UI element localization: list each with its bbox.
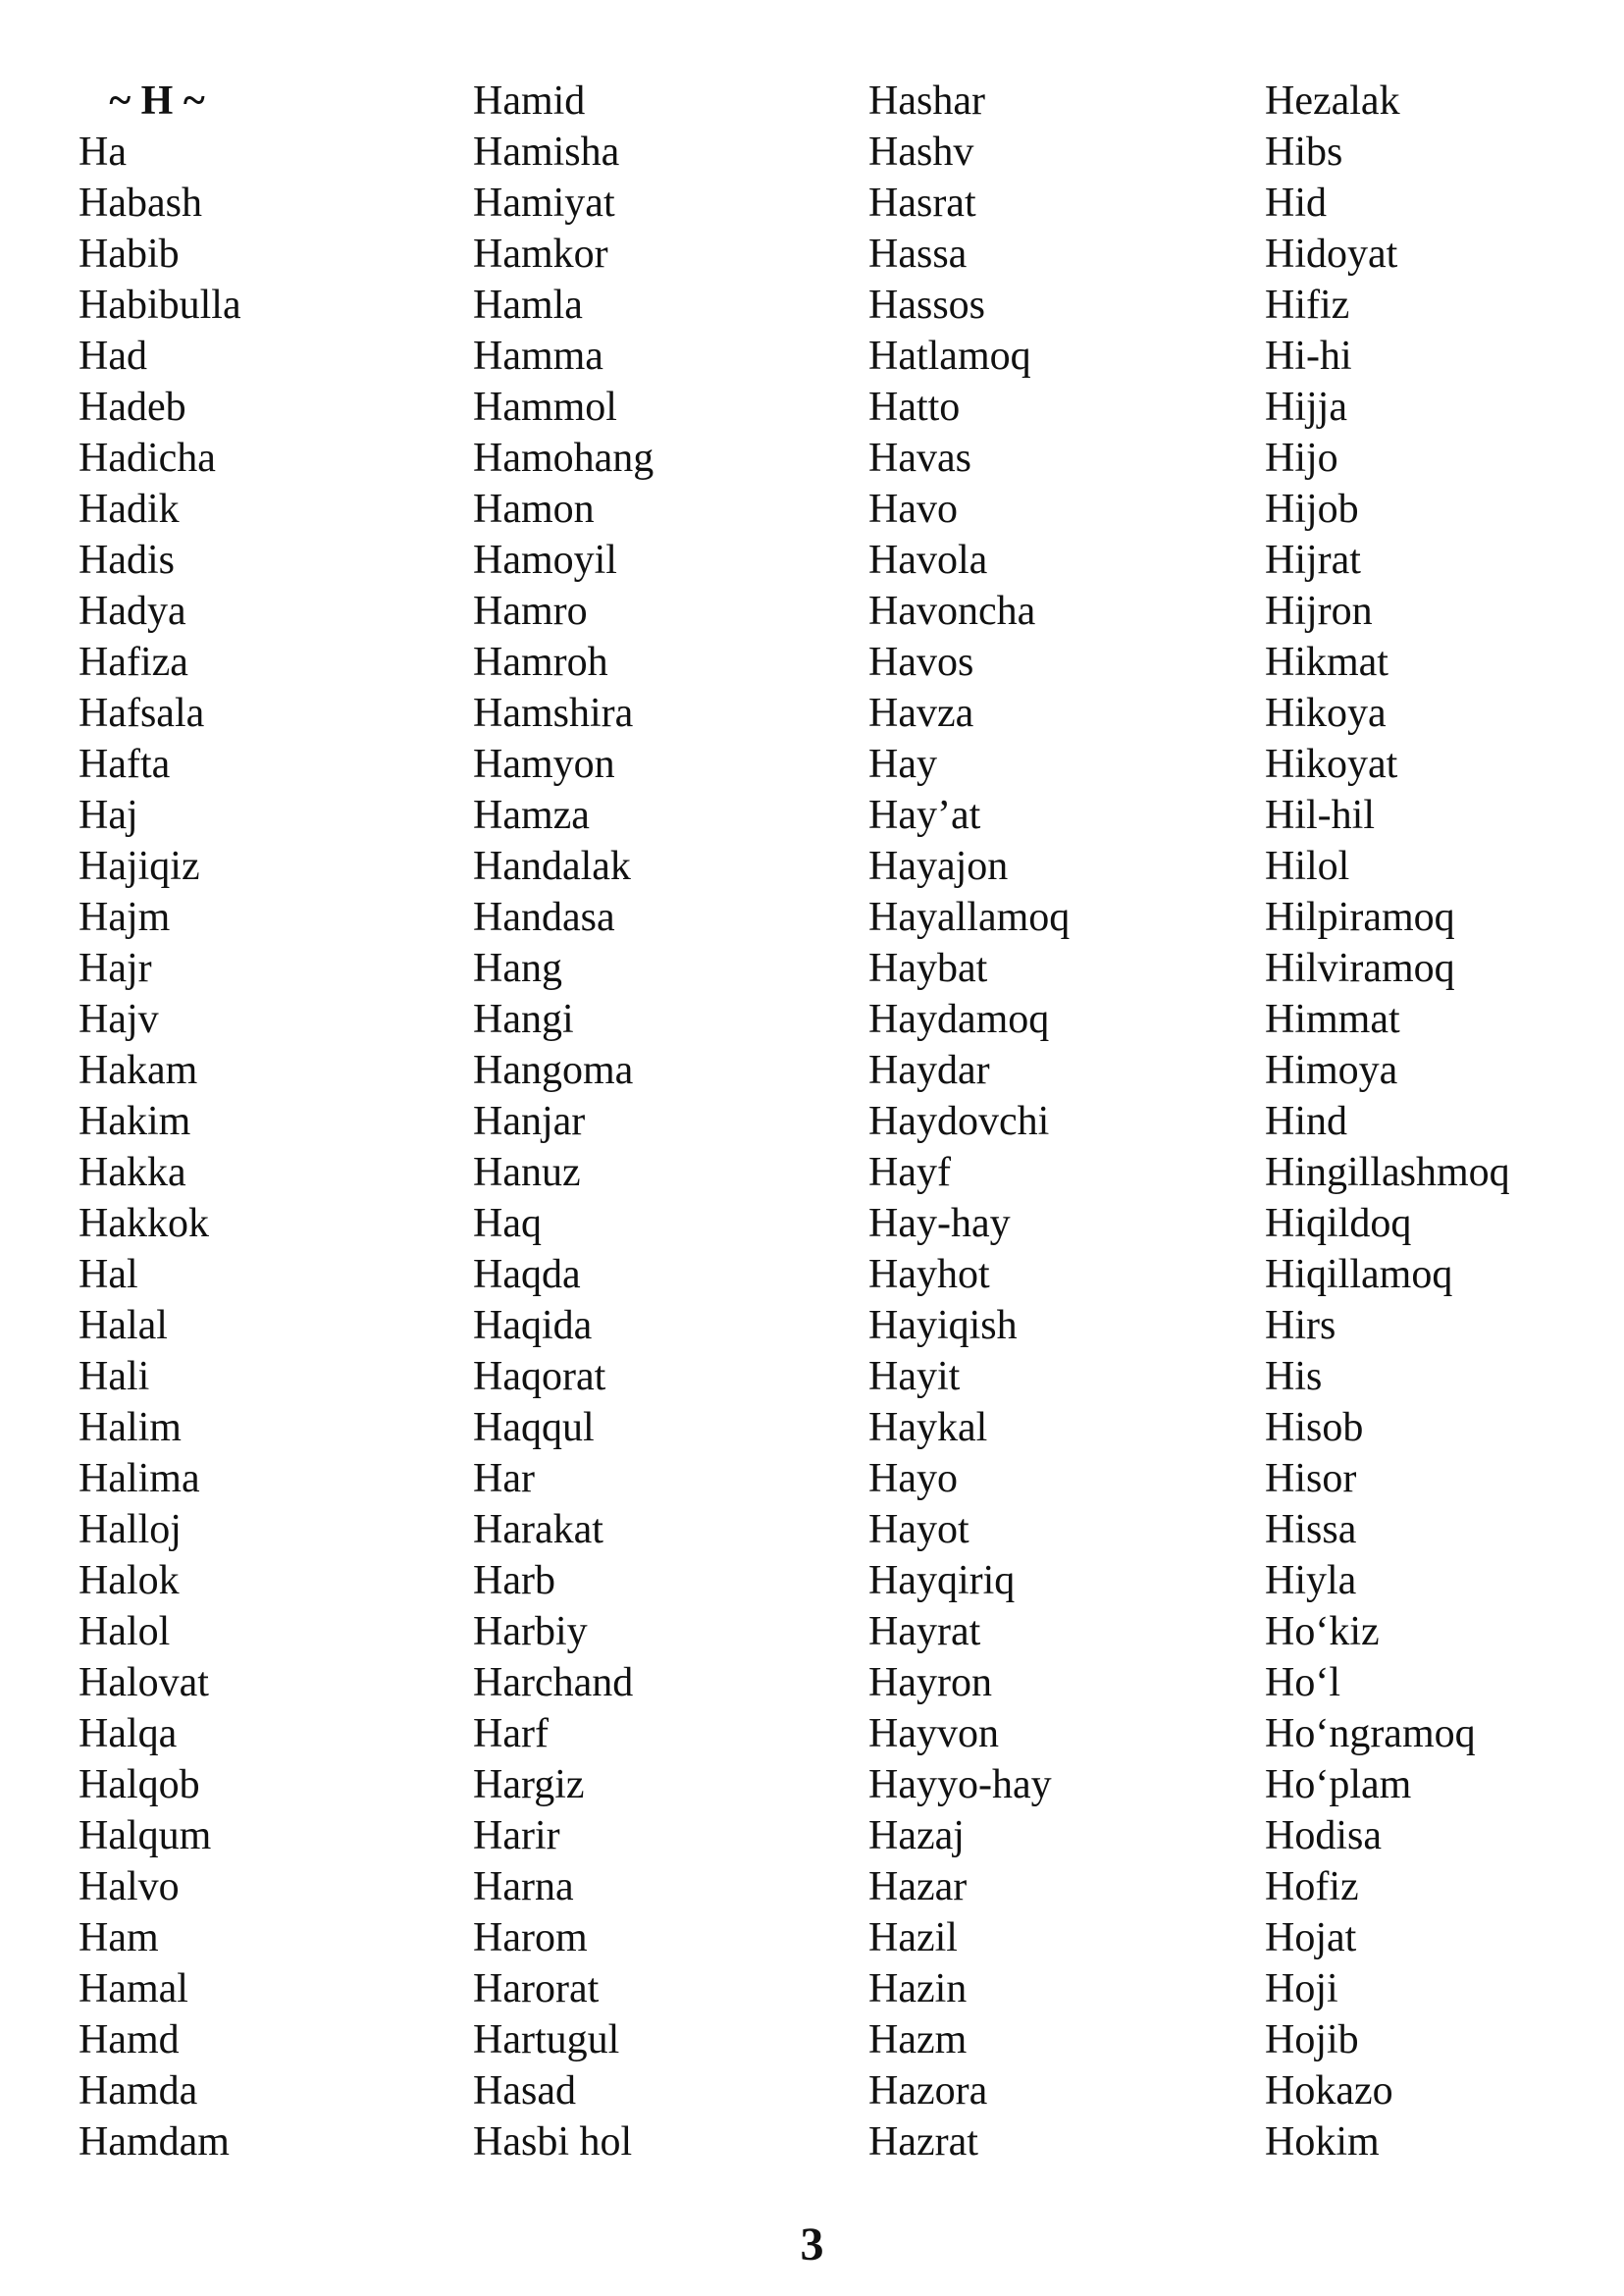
- word-entry: Hasbi hol: [473, 2119, 633, 2165]
- word-entry: Hazrat: [868, 2119, 978, 2165]
- word-entry: Hayron: [868, 1660, 992, 1705]
- word-entry: Halovat: [79, 1660, 209, 1705]
- word-entry: Hazora: [868, 2068, 988, 2113]
- word-entry: Hilol: [1265, 844, 1350, 889]
- word-entry: Hi-hi: [1265, 334, 1352, 379]
- word-entry: Hadya: [79, 589, 186, 634]
- word-entry: Harna: [473, 1864, 574, 1909]
- word-entry: Hokim: [1265, 2119, 1380, 2165]
- word-column-1: [79, 76, 461, 2167]
- word-entry: Hamma: [473, 334, 603, 379]
- word-entry: Hammol: [473, 385, 617, 430]
- word-entry: Hikoyat: [1265, 742, 1398, 787]
- word-entry: Harorat: [473, 1966, 600, 2011]
- word-entry: Hamiyat: [473, 181, 615, 226]
- word-entry: Hatlamoq: [868, 334, 1031, 379]
- word-entry: Hamoyil: [473, 538, 617, 583]
- word-entry: Halima: [79, 1456, 200, 1501]
- word-entry: Hisor: [1265, 1456, 1357, 1501]
- word-entry: Hadik: [79, 487, 180, 532]
- word-entry: Hamisha: [473, 130, 620, 175]
- word-entry: Har: [473, 1456, 535, 1501]
- word-entry: Ha: [79, 130, 127, 175]
- word-entry: Hamshira: [473, 691, 634, 736]
- word-entry: Halal: [79, 1303, 168, 1348]
- word-entry: Hofiz: [1265, 1864, 1359, 1909]
- word-entry: Hartugul: [473, 2017, 620, 2062]
- word-entry: Hargiz: [473, 1762, 585, 1807]
- word-entry: Hakka: [79, 1150, 186, 1195]
- word-entry: Harbiy: [473, 1609, 588, 1654]
- word-entry: Hayyo-hay: [868, 1762, 1052, 1807]
- word-entry: Hijron: [1265, 589, 1373, 634]
- word-entry: Havos: [868, 640, 974, 685]
- word-entry: Hajv: [79, 997, 159, 1042]
- page-number: 3: [800, 2218, 824, 2270]
- word-entry: Haydar: [868, 1048, 990, 1093]
- word-entry: Hakam: [79, 1048, 198, 1093]
- word-entry: Hazil: [868, 1915, 958, 1960]
- word-entry: Haykal: [868, 1405, 988, 1450]
- word-entry: Hodisa: [1265, 1813, 1382, 1858]
- word-entry: Hamid: [473, 78, 586, 124]
- word-entry: Hojat: [1265, 1915, 1357, 1960]
- word-entry: Hamkor: [473, 232, 608, 277]
- word-entry: Hal: [79, 1252, 138, 1297]
- word-entry: Harom: [473, 1915, 588, 1960]
- word-entry: Hayajon: [868, 844, 1009, 889]
- word-entry: Hayf: [868, 1150, 951, 1195]
- word-column-3: [868, 76, 1251, 2167]
- section-header: ~ H ~: [109, 78, 205, 124]
- word-entry: Handasa: [473, 895, 615, 940]
- word-entry: Himmat: [1265, 997, 1400, 1042]
- word-entry: Halok: [79, 1558, 180, 1603]
- word-entry: Hayo: [868, 1456, 958, 1501]
- word-entry: Hay-hay: [868, 1201, 1011, 1246]
- word-entry: Hafsala: [79, 691, 205, 736]
- word-entry: Hiqildoq: [1265, 1201, 1412, 1246]
- word-entry: Hamda: [79, 2068, 198, 2113]
- word-entry: Hasad: [473, 2068, 576, 2113]
- word-entry: Hifiz: [1265, 283, 1350, 328]
- word-entry: Hazm: [868, 2017, 968, 2062]
- word-entry: Hiqillamoq: [1265, 1252, 1453, 1297]
- word-entry: Halol: [79, 1609, 171, 1654]
- word-entry: Hamza: [473, 793, 590, 838]
- word-entry: Hali: [79, 1354, 150, 1399]
- word-entry: Halqa: [79, 1711, 178, 1756]
- word-entry: Hokazo: [1265, 2068, 1393, 2113]
- word-entry: Hayhot: [868, 1252, 990, 1297]
- word-entry: Hayvon: [868, 1711, 999, 1756]
- word-entry: Hayrat: [868, 1609, 981, 1654]
- word-entry: Hangoma: [473, 1048, 634, 1093]
- word-entry: Habib: [79, 232, 180, 277]
- word-entry: Hid: [1265, 181, 1327, 226]
- word-entry: Himoya: [1265, 1048, 1398, 1093]
- word-entry: Handalak: [473, 844, 631, 889]
- word-entry: Haqqul: [473, 1405, 595, 1450]
- word-entry: Habash: [79, 181, 202, 226]
- word-entry: Ho‘plam: [1265, 1762, 1412, 1807]
- word-entry: Ham: [79, 1915, 159, 1960]
- word-entry: Hayiqish: [868, 1303, 1018, 1348]
- word-entry: Hakkok: [79, 1201, 209, 1246]
- word-entry: Havola: [868, 538, 988, 583]
- word-entry: Hirs: [1265, 1303, 1336, 1348]
- word-entry: Hayit: [868, 1354, 961, 1399]
- word-entry: Halqob: [79, 1762, 200, 1807]
- word-entry: Hijja: [1265, 385, 1347, 430]
- word-entry: Hangi: [473, 997, 574, 1042]
- word-entry: Hay’at: [868, 793, 981, 838]
- word-entry: Hiyla: [1265, 1558, 1357, 1603]
- word-entry: Hisob: [1265, 1405, 1364, 1450]
- word-entry: Hadis: [79, 538, 175, 583]
- word-entry: Hamohang: [473, 436, 655, 481]
- word-entry: Hatto: [868, 385, 961, 430]
- word-entry: Hijo: [1265, 436, 1338, 481]
- word-entry: Hakim: [79, 1099, 191, 1144]
- word-entry: Hind: [1265, 1099, 1347, 1144]
- word-entry: Hajr: [79, 946, 152, 991]
- word-entry: Hidoyat: [1265, 232, 1398, 277]
- word-entry: Hazaj: [868, 1813, 965, 1858]
- word-entry: Hoji: [1265, 1966, 1338, 2011]
- word-entry: Hay: [868, 742, 937, 787]
- word-entry: Hojib: [1265, 2017, 1359, 2062]
- word-entry: Hasrat: [868, 181, 976, 226]
- word-entry: Hashar: [868, 78, 985, 124]
- word-entry: Harakat: [473, 1507, 603, 1552]
- word-entry: Hilpiramoq: [1265, 895, 1455, 940]
- word-entry: Hayallamoq: [868, 895, 1071, 940]
- word-entry: Hamd: [79, 2017, 180, 2062]
- word-entry: Haj: [79, 793, 138, 838]
- word-entry: Haqorat: [473, 1354, 606, 1399]
- word-entry: Had: [79, 334, 147, 379]
- word-entry: Hajiqiz: [79, 844, 200, 889]
- word-entry: Hanjar: [473, 1099, 586, 1144]
- word-entry: Haq: [473, 1201, 542, 1246]
- word-entry: Ho‘ngramoq: [1265, 1711, 1476, 1756]
- word-entry: Hikmat: [1265, 640, 1388, 685]
- word-entry: Hijob: [1265, 487, 1359, 532]
- word-entry: Harir: [473, 1813, 560, 1858]
- word-entry: Hil-hil: [1265, 793, 1375, 838]
- word-column-2: [473, 76, 856, 2167]
- word-entry: Hang: [473, 946, 562, 991]
- word-entry: Harb: [473, 1558, 555, 1603]
- word-entry: Hamdam: [79, 2119, 230, 2165]
- word-entry: Haqida: [473, 1303, 593, 1348]
- word-entry: Hamla: [473, 283, 583, 328]
- word-entry: Hamon: [473, 487, 595, 532]
- word-entry: Halvo: [79, 1864, 180, 1909]
- word-entry: Haybat: [868, 946, 988, 991]
- word-entry: Habibulla: [79, 283, 241, 328]
- word-entry: Halim: [79, 1405, 182, 1450]
- word-entry: Hashv: [868, 130, 974, 175]
- word-entry: Ho‘l: [1265, 1660, 1340, 1705]
- word-entry: Hamal: [79, 1966, 188, 2011]
- word-entry: Hajm: [79, 895, 171, 940]
- word-entry: Hafta: [79, 742, 171, 787]
- word-entry: Havas: [868, 436, 971, 481]
- word-entry: Hayot: [868, 1507, 969, 1552]
- word-entry: Hikoya: [1265, 691, 1387, 736]
- word-entry: Harchand: [473, 1660, 634, 1705]
- word-entry: Haydovchi: [868, 1099, 1050, 1144]
- word-entry: Hassos: [868, 283, 986, 328]
- word-entry: Hezalak: [1265, 78, 1400, 124]
- word-entry: Hilviramoq: [1265, 946, 1455, 991]
- word-column-4: [1265, 76, 1624, 2167]
- word-entry: Ho‘kiz: [1265, 1609, 1380, 1654]
- word-entry: Hayqiriq: [868, 1558, 1016, 1603]
- word-entry: Halloj: [79, 1507, 182, 1552]
- word-entry: Hissa: [1265, 1507, 1357, 1552]
- word-entry: His: [1265, 1354, 1323, 1399]
- word-entry: Hijrat: [1265, 538, 1361, 583]
- word-entry: Halqum: [79, 1813, 212, 1858]
- word-entry: Hamro: [473, 589, 588, 634]
- word-entry: Hamroh: [473, 640, 608, 685]
- word-entry: Haydamoq: [868, 997, 1050, 1042]
- word-entry: Hazin: [868, 1966, 968, 2011]
- word-entry: Hadeb: [79, 385, 186, 430]
- word-entry: Harf: [473, 1711, 549, 1756]
- word-entry: Havoncha: [868, 589, 1036, 634]
- word-entry: Haqda: [473, 1252, 581, 1297]
- word-entry: Hanuz: [473, 1150, 581, 1195]
- word-entry: Hadicha: [79, 436, 216, 481]
- word-entry: Hingillashmoq: [1265, 1150, 1510, 1195]
- word-entry: Havza: [868, 691, 974, 736]
- word-entry: Hassa: [868, 232, 968, 277]
- word-entry: Hamyon: [473, 742, 615, 787]
- word-entry: Hibs: [1265, 130, 1343, 175]
- word-entry: Hafiza: [79, 640, 188, 685]
- word-entry: Havo: [868, 487, 958, 532]
- word-entry: Hazar: [868, 1864, 968, 1909]
